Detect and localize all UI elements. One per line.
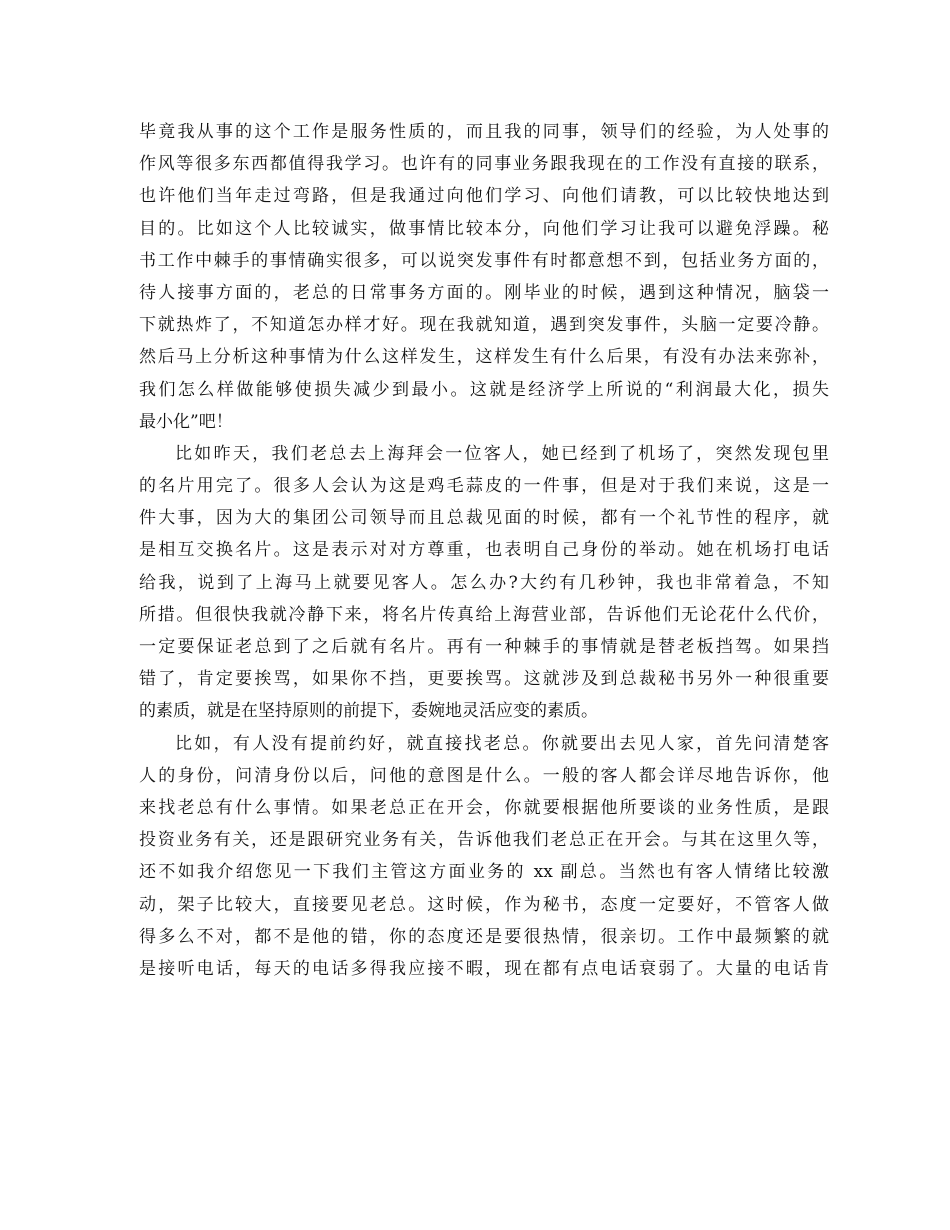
text-line: 比如昨天，我们老总去上海拜会一位客人，她已经到了机场了，突然发现包里	[175, 443, 829, 464]
body-text	[139, 116, 829, 985]
text-line: 给我，说到了上海马上就要见客人。怎么办?大约有几秒钟，我也非常着急，不知	[139, 572, 829, 593]
text-line: 还不如我介绍您见一下我们主管这方面业务的 xx 副总。当然也有客人情绪比较激	[139, 862, 829, 883]
text-line: 的名片用完了。很多人会认为这是鸡毛蒜皮的一件事，但是对于我们来说，这是一	[139, 476, 829, 497]
text-line: 目的。比如这个人比较诚实，做事情比较本分，向他们学习让我可以避免浮躁。秘	[139, 218, 829, 239]
text-line: 是接听电话，每天的电话多得我应接不暇，现在都有点电话衰弱了。大量的电话肯	[139, 958, 829, 979]
text-line: 一定要保证老总到了之后就有名片。再有一种棘手的事情就是替老板挡驾。如果挡	[139, 637, 829, 657]
text-line: 来找老总有什么事情。如果老总正在开会，你就要根据他所要谈的业务性质，是跟	[139, 797, 829, 818]
text-line: 投资业务有关，还是跟研究业务有关，告诉他我们老总正在开会。与其在这里久等，	[139, 830, 829, 851]
text-line: 是相互交换名片。这是表示对对方尊重，也表明自己身份的举动。她在机场打电话	[139, 540, 829, 561]
text-line: 错了，肯定要挨骂，如果你不挡，更要挨骂。这就涉及到总裁秘书另外一种很重要	[139, 669, 829, 690]
text-line: 比如，有人没有提前约好，就直接找老总。你就要出去见人家，首先问清楚客	[175, 733, 829, 754]
text-line: 我们怎么样做能够使损失减少到最小。这就是经济学上所说的“利润最大化，损失	[139, 379, 829, 400]
text-line: 动，架子比较大，直接要见老总。这时候，作为秘书，态度一定要好，不管客人做	[139, 894, 829, 915]
text-line: 书工作中棘手的事情确实很多，可以说突发事件有时都意想不到，包括业务方面的，	[139, 250, 829, 271]
text-line: 下就热炸了，不知道怎办样才好。现在我就知道，遇到突发事件，头脑一定要冷静。	[139, 315, 829, 336]
text-line: 件大事，因为大的集团公司领导而且总裁见面的时候，都有一个礼节性的程序，就	[139, 508, 829, 529]
text-line: 毕竟我从事的这个工作是服务性质的，而且我的同事，领导们的经验，为人处事的	[139, 122, 829, 142]
text-line: 的素质，就是在坚持原则的前提下，委婉地灵活应变的素质。	[139, 701, 598, 722]
text-line: 所措。但很快我就冷静下来，将名片传真给上海营业部，告诉他们无论花什么代价，	[139, 604, 829, 625]
text-line: 待人接事方面的，老总的日常事务方面的。刚毕业的时候，遇到这种情况，脑袋一	[139, 282, 829, 303]
text-line: 作风等很多东西都值得我学习。也许有的同事业务跟我现在的工作没有直接的联系，	[139, 154, 829, 175]
text-line: 也许他们当年走过弯路，但是我通过向他们学习、向他们请教，可以比较快地达到	[139, 186, 829, 207]
text-line: 然后马上分析这种事情为什么这样发生，这样发生有什么后果，有没有办法来弥补，	[139, 347, 829, 368]
text-line: 人的身份，问清身份以后，问他的意图是什么。一般的客人都会详尽地告诉你，他	[139, 765, 829, 786]
text-line: 得多么不对，都不是他的错，你的态度还是要很热情，很亲切。工作中最频繁的就	[139, 926, 829, 947]
text-line: 最小化”吧！	[139, 411, 233, 432]
